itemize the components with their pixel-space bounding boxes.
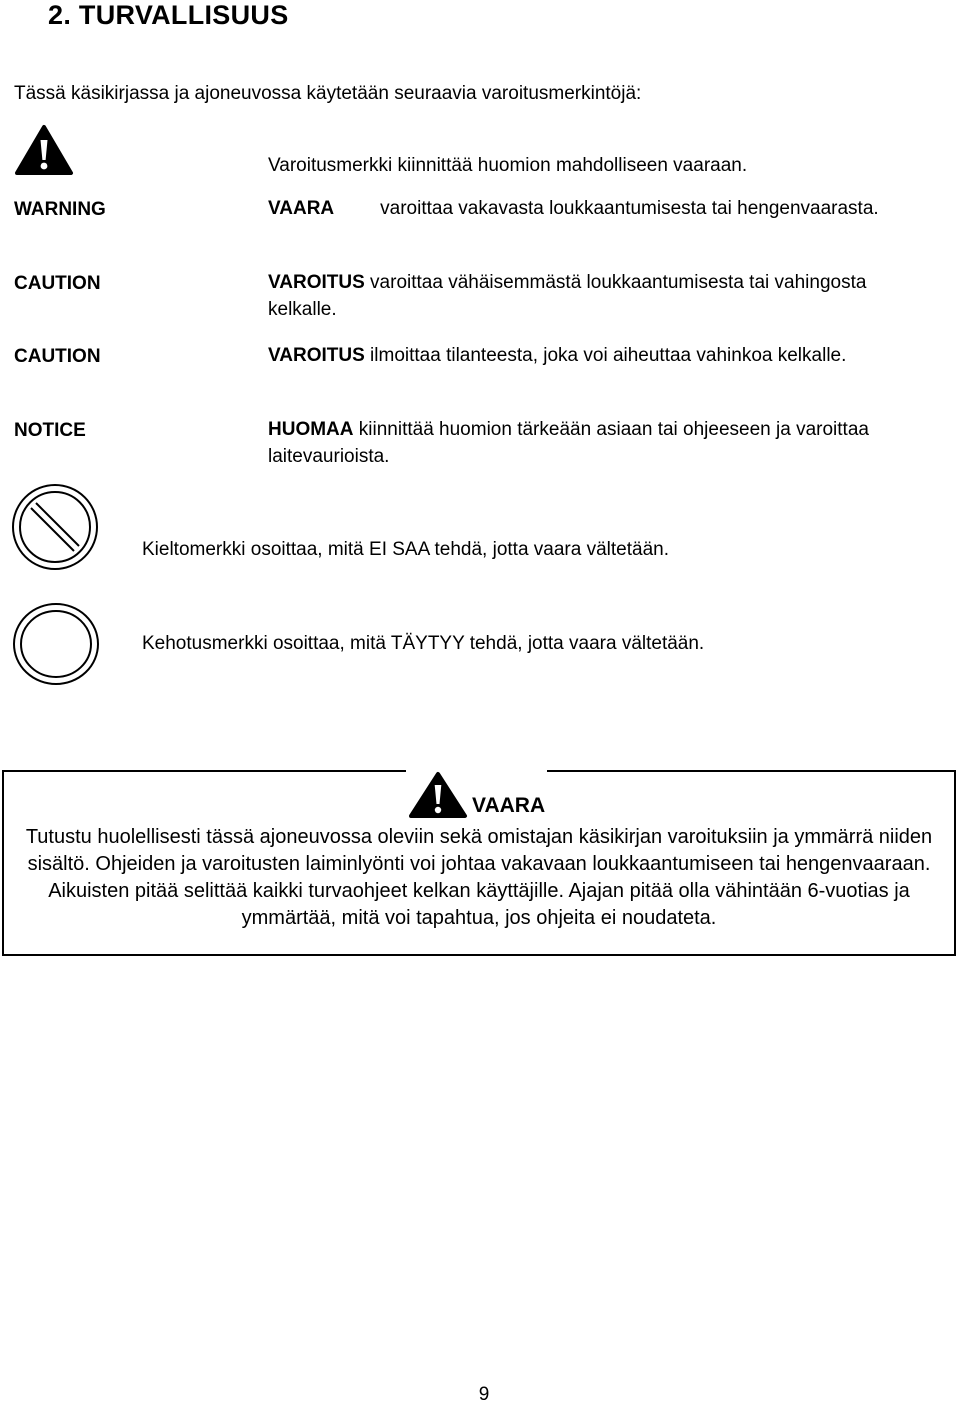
signal-description-notice	[268, 416, 928, 470]
signal-description-caution	[268, 269, 928, 323]
signal-text: varoittaa vakavasta loukkaantumisesta tai hengenvaarasta.	[380, 198, 879, 219]
warning-triangle-icon	[14, 124, 74, 176]
signal-label-caution: CAUTION	[14, 273, 101, 294]
signal-label-notice: NOTICE	[14, 420, 86, 441]
mandatory-sign-icon	[12, 602, 100, 686]
signal-text: kiinnittää huomion tärkeään asiaan tai ohjeeseen ja varoittaa laitevaurioista.	[268, 419, 869, 467]
warning-box-text	[20, 824, 938, 932]
signal-description-caution-2	[268, 342, 928, 369]
warning-box-paragraph: Aikuisten pitää selittää kaikki turvaohjeet kelkan käyttäjille. Ajajan pitää olla vähintään 6-vuotias ja ymmärtää, mitä voi tapahtua, jos ohjeita ei noudateta.	[48, 880, 910, 929]
signal-text: varoittaa vähäisemmästä loukkaantumisesta tai vahingosta kelkalle.	[268, 272, 867, 320]
warning-box-label: VAARA	[472, 794, 546, 817]
prohibition-sign-icon	[10, 482, 100, 572]
mandatory-description: Kehotusmerkki osoittaa, mitä TÄYTYY tehdä, jotta vaara vältetään.	[142, 633, 705, 654]
page-number: 9	[478, 1384, 490, 1405]
alert-symbol-description: Varoitusmerkki kiinnittää huomion mahdolliseen vaaraan.	[268, 155, 748, 176]
signal-description-warning	[268, 195, 928, 222]
signal-keyword: HUOMAA	[268, 419, 354, 440]
signal-text: ilmoittaa tilanteesta, joka voi aiheuttaa vahinkoa kelkalle.	[370, 345, 847, 366]
signal-label-warning: WARNING	[14, 199, 106, 220]
signal-keyword: VAROITUS	[268, 272, 365, 293]
page-title: 2. TURVALLISUUS	[48, 0, 289, 30]
warning-box-paragraph: Tutustu huolellisesti tässä ajoneuvossa oleviin sekä omistajan käsikirjan varoituksiin ja ymmärrä niiden sisältö. Ohjeiden ja varoitusten laiminlyönti voi johtaa vakavaan loukkaantumiseen tai hengenvaaraan.	[25, 826, 933, 875]
warning-box-header	[406, 769, 547, 819]
prohibition-description: Kieltomerkki osoittaa, mitä EI SAA tehdä, jotta vaara vältetään.	[142, 539, 669, 560]
warning-triangle-icon	[408, 771, 468, 819]
intro-text: Tässä käsikirjassa ja ajoneuvossa käytetään seuraavia varoitusmerkintöjä:	[14, 83, 642, 104]
signal-label-caution-2: CAUTION	[14, 346, 101, 367]
signal-keyword: VAROITUS	[268, 345, 365, 366]
signal-keyword: VAARA	[268, 198, 335, 219]
